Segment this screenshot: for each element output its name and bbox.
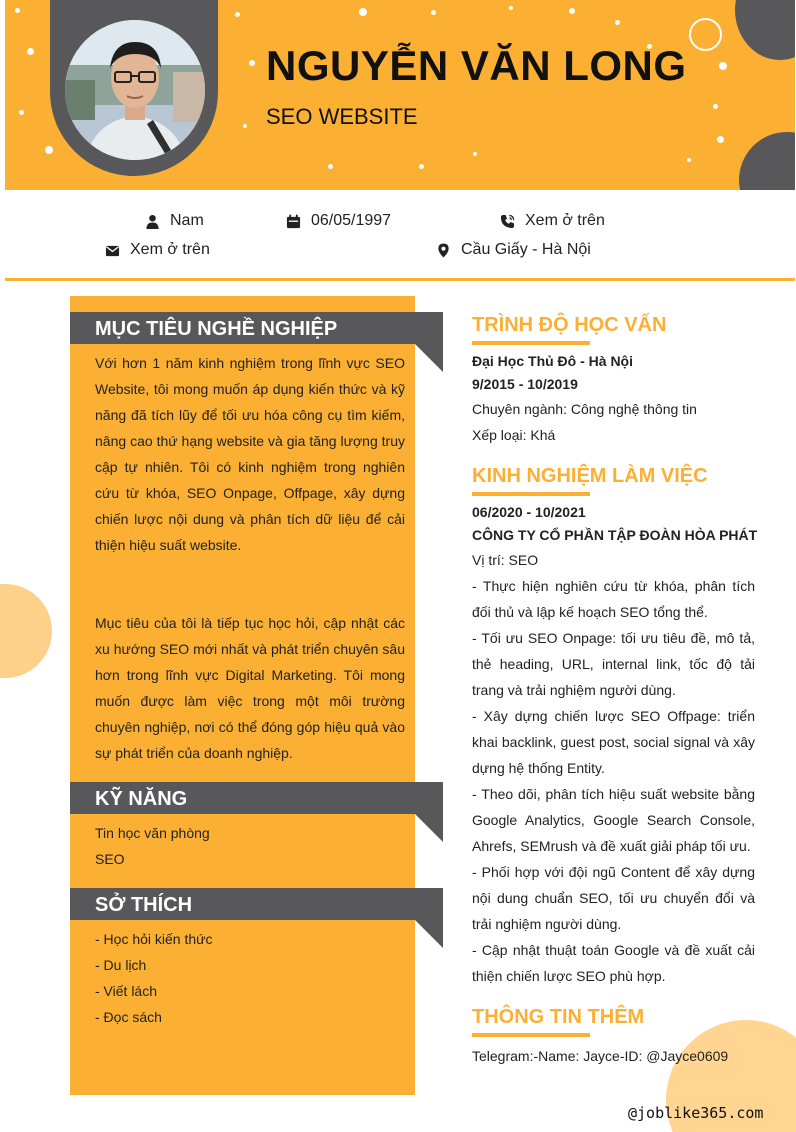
heading-underline [472, 341, 590, 345]
header-divider [5, 278, 795, 281]
heading-fold [415, 814, 443, 842]
experience-period: 06/2020 - 10/2021 [472, 504, 586, 520]
skills-list [95, 820, 405, 872]
birthday-value: 06/05/1997 [311, 212, 392, 229]
heading-fold [415, 344, 443, 372]
education-heading: TRÌNH ĐỘ HỌC VẤN [472, 314, 667, 336]
heading-underline [472, 1033, 590, 1037]
contact-gender [145, 212, 204, 230]
candidate-name: NGUYỄN VĂN LONG [266, 42, 687, 89]
decorative-ring [689, 18, 722, 51]
map-pin-icon [436, 243, 451, 258]
contact-birthday [286, 212, 391, 230]
duty-item: - Thực hiện nghiên cứu từ khóa, phân tích đối thủ và lập kế hoạch SEO tổng thể. [472, 578, 755, 620]
hobby-item: - Du lịch [95, 957, 147, 973]
decorative-circle [735, 0, 795, 60]
decorative-dot [717, 136, 724, 143]
decorative-dot [713, 104, 718, 109]
contact-email [105, 241, 210, 259]
skill-item: SEO [95, 851, 125, 867]
skill-item: Tin học văn phòng [95, 825, 210, 841]
company-name: CÔNG TY CỔ PHẦN TẬP ĐOÀN HÒA PHÁT [472, 527, 758, 543]
decorative-dot [569, 8, 575, 14]
calendar-icon [286, 214, 301, 229]
job-position: Vị trí: SEO [472, 552, 539, 568]
decorative-dot [249, 60, 255, 66]
decorative-dot [328, 164, 333, 169]
education-major: Chuyên ngành: Công nghệ thông tin [472, 401, 697, 417]
decorative-dot [431, 10, 436, 15]
decorative-dot [719, 62, 727, 70]
additional-info-heading: THÔNG TIN THÊM [472, 1006, 645, 1028]
objective-paragraph-2: Mục tiêu của tôi là tiếp tục học hỏi, cập nhật các xu hướng SEO mới nhất và phát triển chuyên sâu hơn trong lĩnh vực Digital Marketing. Tôi mong muốn được làm việc trong một môi trường chuyên nghiệp, nơi có thể đóng góp hiệu quả vào sự phát triển của doanh nghiệp. [95, 615, 405, 761]
decorative-dot [359, 8, 367, 16]
duty-item: - Phối hợp với đội ngũ Content để xây dựng nội dung chuẩn SEO, tối ưu chuyển đổi và trải nghiệm người dùng. [472, 864, 755, 932]
duty-item: - Theo dõi, phân tích hiệu suất website bằng Google Analytics, Google Search Console, Ahrefs, SEMrush và đề xuất giải pháp tối ưu. [472, 786, 755, 854]
email-value: Xem ở trên [130, 241, 210, 258]
duty-item: - Cập nhật thuật toán Google và đề xuất cải thiện chiến lược SEO phù hợp. [472, 942, 755, 984]
job-title: SEO WEBSITE [266, 104, 418, 129]
duty-item: - Xây dựng chiến lược SEO Offpage: triển khai backlink, guest post, social signal và xây dựng hệ thống Entity. [472, 708, 755, 776]
cv-header [5, 0, 795, 190]
heading-fold [415, 920, 443, 948]
decorative-dot [243, 124, 247, 128]
telegram-info: Telegram:-Name: Jayce-ID: @Jayce0609 [472, 1048, 729, 1064]
decorative-dot [615, 20, 620, 25]
decorative-dot [419, 164, 424, 169]
education-block [472, 350, 755, 448]
contact-phone [500, 212, 605, 230]
education-grade: Xếp loại: Khá [472, 427, 556, 443]
objective-paragraph-1: Với hơn 1 năm kinh nghiệm trong lĩnh vực SEO Website, tôi mong muốn áp dụng kiến thức và kỹ năng đã tích lũy để tối ưu hóa công cụ tìm kiếm, nâng cao thứ hạng website và gia tăng lượng truy cập tự nhiên. Tôi có kinh nghiệm trong nghiên cứu từ khóa, SEO Onpage, Offpage, xây dựng chiến lược nội dung và phân tích dữ liệu để cải thiện hiệu suất website. [95, 355, 405, 553]
school-name: Đại Học Thủ Đô - Hà Nội [472, 353, 633, 369]
watermark-text: @joblike365.com [628, 1104, 764, 1122]
user-icon [145, 214, 160, 229]
profile-photo [65, 20, 205, 160]
decorative-dot [19, 110, 24, 115]
skills-heading: KỸ NĂNG [70, 782, 443, 814]
duty-item: - Tối ưu SEO Onpage: tối ưu tiêu đề, mô tả, thẻ heading, URL, internal link, tốc độ tải trang và trải nghiệm người dùng. [472, 630, 755, 698]
decorative-circle [0, 584, 52, 678]
decorative-dot [27, 48, 34, 55]
decorative-circle [739, 132, 795, 190]
objective-heading: MỤC TIÊU NGHỀ NGHIỆP [70, 312, 443, 344]
hobbies-heading: SỞ THÍCH [70, 888, 443, 920]
gender-value: Nam [170, 212, 204, 229]
decorative-dot [45, 146, 53, 154]
decorative-dot [687, 158, 691, 162]
hobbies-list [95, 926, 405, 1030]
address-value: Cầu Giấy - Hà Nội [461, 241, 591, 258]
decorative-dot [473, 152, 477, 156]
contact-address [436, 241, 591, 259]
hobby-item: - Viết lách [95, 983, 157, 999]
decorative-dot [15, 8, 20, 13]
decorative-dot [509, 6, 513, 10]
experience-block [472, 501, 758, 989]
heading-underline [472, 492, 590, 496]
experience-heading: KINH NGHIỆM LÀM VIỆC [472, 465, 708, 487]
hobby-item: - Học hỏi kiến thức [95, 931, 213, 947]
photo-frame [50, 0, 218, 176]
phone-value: Xem ở trên [525, 212, 605, 229]
hobby-item: - Đọc sách [95, 1009, 162, 1025]
decorative-dot [235, 12, 240, 17]
phone-icon [500, 214, 515, 229]
envelope-icon [105, 243, 120, 258]
education-period: 9/2015 - 10/2019 [472, 376, 578, 392]
